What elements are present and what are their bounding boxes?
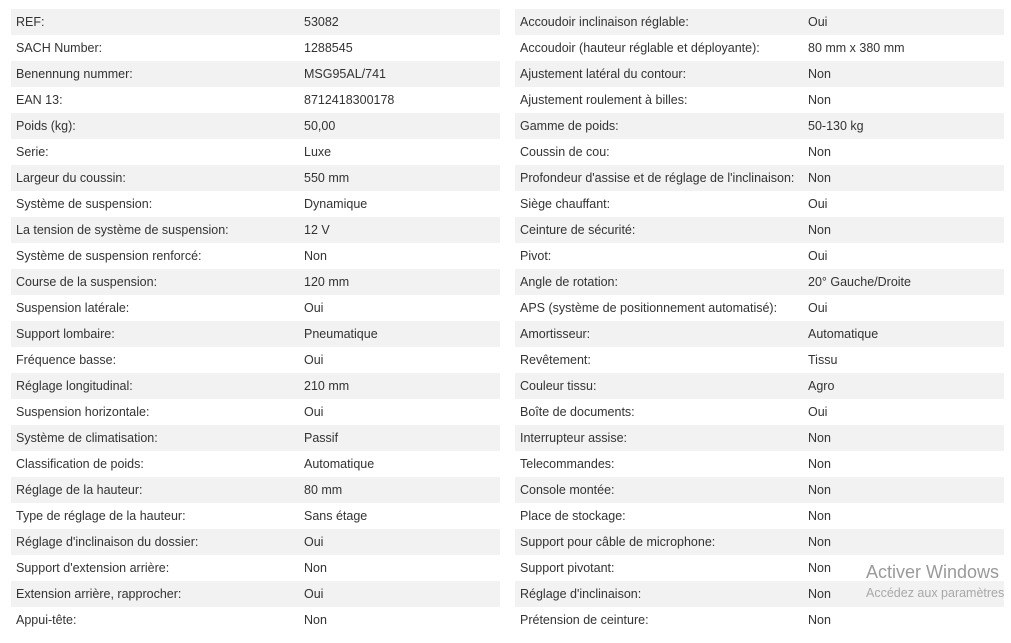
spec-row: [515, 321, 1004, 347]
spec-row: [11, 35, 500, 61]
spec-row: [11, 243, 500, 269]
spec-label: Suspension horizontale:: [16, 405, 150, 419]
spec-label: Siège chauffant:: [520, 197, 611, 211]
spec-label: Pivot:: [520, 249, 552, 263]
spec-row: [515, 9, 1004, 35]
spec-row: [11, 555, 500, 581]
spec-label: Couleur tissu:: [520, 379, 597, 393]
spec-row: [515, 295, 1004, 321]
spec-value: 53082: [304, 15, 339, 29]
spec-value: 80 mm: [304, 483, 343, 497]
spec-row: [515, 191, 1004, 217]
spec-label: Prétension de ceinture:: [520, 613, 649, 627]
spec-value: Oui: [808, 197, 828, 211]
spec-row: [515, 425, 1004, 451]
spec-label: Interrupteur assise:: [520, 431, 627, 445]
spec-row: [11, 165, 500, 191]
spec-label: Ajustement roulement à billes:: [520, 93, 688, 107]
spec-value: 50-130 kg: [808, 119, 864, 133]
spec-row: [515, 399, 1004, 425]
spec-value: Oui: [304, 535, 324, 549]
spec-value: Non: [808, 457, 831, 471]
spec-value: 80 mm x 380 mm: [808, 41, 905, 55]
spec-row: [515, 373, 1004, 399]
spec-label: Système de climatisation:: [16, 431, 158, 445]
spec-value: Non: [808, 431, 831, 445]
spec-label: Course de la suspension:: [16, 275, 158, 289]
spec-value: Non: [808, 587, 831, 601]
spec-value: Non: [808, 145, 831, 159]
spec-label: Ajustement latéral du contour:: [520, 67, 687, 81]
spec-label: Revêtement:: [520, 353, 591, 367]
spec-value: Oui: [304, 353, 324, 367]
spec-label: Réglage d'inclinaison du dossier:: [16, 535, 199, 549]
spec-row: [515, 529, 1004, 555]
spec-row: [11, 425, 500, 451]
spec-value: Non: [808, 561, 831, 575]
spec-label: Gamme de poids:: [520, 119, 619, 133]
spec-label: Telecommandes:: [520, 457, 615, 471]
spec-value: 1288545: [304, 41, 353, 55]
spec-label: REF:: [16, 15, 45, 29]
spec-label: Poids (kg):: [16, 119, 76, 133]
spec-row: [11, 9, 500, 35]
spec-value: 8712418300178: [304, 93, 395, 107]
spec-label: Coussin de cou:: [520, 145, 610, 159]
spec-value: 210 mm: [304, 379, 350, 393]
spec-label: Boîte de documents:: [520, 405, 635, 419]
spec-value: Oui: [808, 405, 828, 419]
spec-label: La tension de système de suspension:: [16, 223, 229, 237]
spec-value: Non: [808, 613, 831, 627]
specs-table-left: [11, 9, 500, 633]
spec-label: Angle de rotation:: [520, 275, 618, 289]
spec-label: Profondeur d'assise et de réglage de l'inclinaison:: [520, 171, 795, 185]
spec-value: Oui: [304, 587, 324, 601]
spec-row: [11, 399, 500, 425]
spec-label: Système de suspension:: [16, 197, 153, 211]
spec-label: Accoudoir inclinaison réglable:: [520, 15, 689, 29]
spec-label: Type de réglage de la hauteur:: [16, 509, 186, 523]
spec-row: [11, 581, 500, 607]
spec-label: Réglage longitudinal:: [16, 379, 133, 393]
spec-value: Sans étage: [304, 509, 368, 523]
watermark-subtitle: Accédez aux paramètres: [866, 586, 1005, 600]
spec-row: [515, 503, 1004, 529]
spec-label: APS (système de positionnement automatisé):: [520, 301, 778, 315]
spec-row: [515, 451, 1004, 477]
spec-row: [11, 269, 500, 295]
spec-value: Non: [304, 561, 327, 575]
spec-label: Ceinture de sécurité:: [520, 223, 636, 237]
spec-label: Support pour câble de microphone:: [520, 535, 716, 549]
spec-value: Agro: [808, 379, 835, 393]
spec-row: [515, 61, 1004, 87]
spec-value: Oui: [304, 405, 324, 419]
spec-row: [515, 165, 1004, 191]
spec-label: Largeur du coussin:: [16, 171, 126, 185]
spec-value: 120 mm: [304, 275, 350, 289]
spec-row: [11, 191, 500, 217]
spec-value: Dynamique: [304, 197, 368, 211]
spec-value: Non: [304, 249, 327, 263]
spec-label: Console montée:: [520, 483, 615, 497]
spec-value: Passif: [304, 431, 339, 445]
spec-value: 20° Gauche/Droite: [808, 275, 911, 289]
spec-value: Tissu: [808, 353, 838, 367]
spec-value: Automatique: [808, 327, 879, 341]
spec-value: Pneumatique: [304, 327, 378, 341]
spec-label: Benennung nummer:: [16, 67, 133, 81]
spec-value: Non: [808, 93, 831, 107]
spec-label: Extension arrière, rapprocher:: [16, 587, 182, 601]
spec-row: [11, 451, 500, 477]
spec-value: Oui: [808, 301, 828, 315]
spec-label: Support lombaire:: [16, 327, 115, 341]
spec-row: [11, 529, 500, 555]
spec-row: [515, 217, 1004, 243]
spec-label: Fréquence basse:: [16, 353, 117, 367]
spec-label: Classification de poids:: [16, 457, 144, 471]
spec-label: Système de suspension renforcé:: [16, 249, 202, 263]
spec-label: SACH Number:: [16, 41, 103, 55]
spec-value: MSG95AL/741: [304, 67, 386, 81]
spec-label: Réglage d'inclinaison:: [520, 587, 642, 601]
spec-label: Appui-tête:: [16, 613, 77, 627]
spec-label: Support pivotant:: [520, 561, 615, 575]
spec-label: Support d'extension arrière:: [16, 561, 170, 575]
spec-value: Non: [808, 67, 831, 81]
spec-value: Oui: [808, 15, 828, 29]
spec-row: [11, 607, 500, 633]
spec-label: Suspension latérale:: [16, 301, 130, 315]
spec-row: [515, 347, 1004, 373]
spec-value: Oui: [808, 249, 828, 263]
spec-row: [11, 217, 500, 243]
spec-row: [515, 87, 1004, 113]
spec-value: Automatique: [304, 457, 375, 471]
spec-row: [11, 139, 500, 165]
spec-label: Serie:: [16, 145, 49, 159]
spec-row: [11, 477, 500, 503]
spec-label: Place de stockage:: [520, 509, 626, 523]
spec-row: [515, 581, 1004, 607]
spec-row: [11, 61, 500, 87]
spec-row: [515, 139, 1004, 165]
spec-value: 50,00: [304, 119, 336, 133]
spec-row: [11, 321, 500, 347]
spec-value: 550 mm: [304, 171, 350, 185]
spec-value: 12 V: [304, 223, 330, 237]
spec-label: EAN 13:: [16, 93, 63, 107]
spec-row: [11, 295, 500, 321]
spec-row: [515, 555, 1004, 581]
spec-row: [11, 347, 500, 373]
spec-value: Non: [808, 223, 831, 237]
spec-label: Amortisseur:: [520, 327, 591, 341]
specs-table-right: [515, 9, 1004, 633]
spec-row: [11, 373, 500, 399]
spec-value: Luxe: [304, 145, 332, 159]
spec-row: [515, 243, 1004, 269]
spec-value: Non: [808, 483, 831, 497]
spec-row: [515, 269, 1004, 295]
spec-row: [515, 35, 1004, 61]
spec-value: Non: [808, 171, 831, 185]
watermark-title: Activer Windows: [866, 562, 1000, 582]
spec-value: Non: [304, 613, 327, 627]
spec-row: [11, 503, 500, 529]
spec-row: [515, 113, 1004, 139]
spec-row: [11, 87, 500, 113]
spec-label: Accoudoir (hauteur réglable et déployante):: [520, 41, 760, 55]
spec-row: [11, 113, 500, 139]
spec-row: [515, 607, 1004, 633]
spec-value: Non: [808, 535, 831, 549]
spec-row: [515, 477, 1004, 503]
spec-value: Oui: [304, 301, 324, 315]
spec-value: Non: [808, 509, 831, 523]
spec-label: Réglage de la hauteur:: [16, 483, 143, 497]
